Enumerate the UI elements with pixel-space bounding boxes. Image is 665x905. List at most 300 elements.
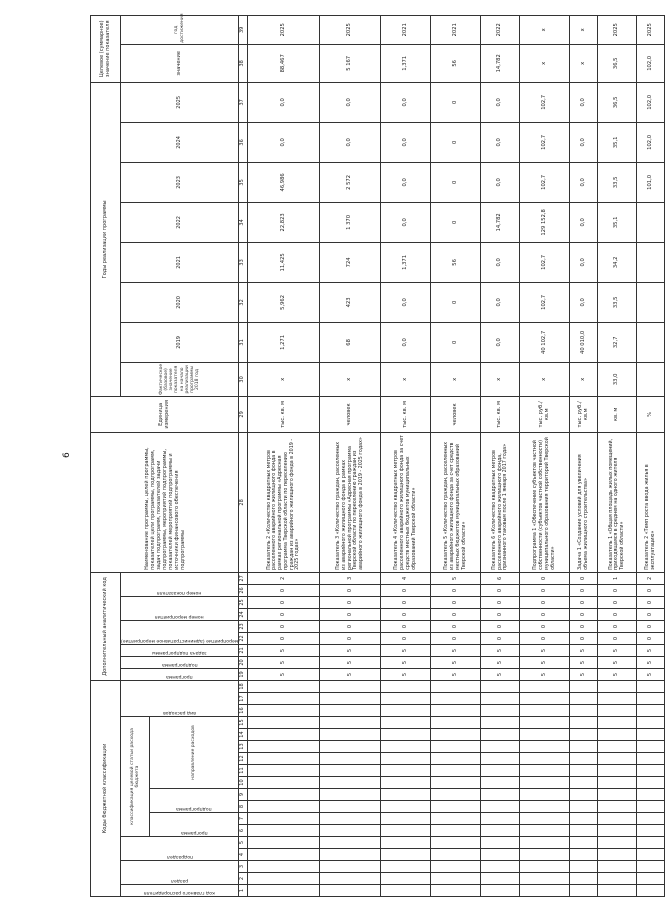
code-cell: [570, 765, 598, 777]
year-value-cell: 5,962: [248, 282, 320, 322]
years-group-header: Годы реализации программы: [91, 82, 121, 396]
code-cell: [570, 777, 598, 789]
year-value-cell: 1 370: [320, 202, 381, 242]
year-value-cell: [637, 282, 665, 322]
column-number: 32: [239, 282, 248, 322]
code-cell: 5: [248, 668, 320, 680]
year-value-cell: 22,823: [248, 202, 320, 242]
code-cell: [381, 825, 431, 837]
table-container: [90, 13, 656, 897]
code-cell: [248, 765, 320, 777]
year-value-cell: 0,0: [570, 242, 598, 282]
code-cell: 0: [481, 596, 520, 608]
year-2023-header: 2023: [121, 162, 239, 202]
code-cell: [248, 741, 320, 753]
code-cell: [520, 753, 570, 765]
column-number: 35: [239, 162, 248, 202]
code-cell: [320, 705, 381, 717]
column-number: 3: [239, 861, 248, 873]
code-cell: [520, 693, 570, 705]
code-cell: [570, 813, 598, 825]
column-number: 7: [239, 813, 248, 825]
year-value-cell: 56: [431, 242, 481, 282]
code-cell: [248, 693, 320, 705]
code-cell: [637, 729, 665, 741]
code-cell: 0: [381, 596, 431, 608]
column-number: 23: [239, 620, 248, 632]
code-cell: 5: [248, 644, 320, 656]
year-value-cell: 0: [431, 322, 481, 362]
year-value-cell: 32,7: [598, 322, 637, 362]
column-number: 13: [239, 741, 248, 753]
code-cell: [381, 789, 431, 801]
target-year-cell: 2025: [598, 15, 637, 44]
column-number: 8: [239, 801, 248, 813]
code-cell: [520, 861, 570, 873]
table-row: [320, 15, 381, 896]
code-cell: 5: [481, 656, 520, 668]
base-value-cell: х: [570, 362, 598, 396]
code-cell: [248, 801, 320, 813]
indicator-name-cell: Показатель 5 «Количество граждан, расселенных из аварийного жилищного фонда за счет средств местных бюджетов муниципальных образований Тверской области»: [431, 432, 481, 572]
unit-cell: тыс. кв. м: [381, 396, 431, 432]
code-cell: [431, 753, 481, 765]
code-cell: 3: [320, 572, 381, 584]
base-value-header: Фактическое (базовое) значение показателя на начало реализации программы 2018 год: [121, 362, 239, 396]
code-cell: [320, 717, 381, 729]
code-cell: [570, 861, 598, 873]
code-cell: [431, 825, 481, 837]
direction-header: направление расходов: [149, 717, 239, 789]
code-cell: [481, 680, 520, 692]
code-cell: 0: [520, 596, 570, 608]
base-value-cell: х: [381, 362, 431, 396]
code-cell: 5: [520, 644, 570, 656]
code-cell: 0: [598, 584, 637, 596]
year-value-cell: 0: [431, 82, 481, 122]
code-cell: [320, 873, 381, 885]
code-cell: 5: [598, 668, 637, 680]
year-2024-header: 2024: [121, 122, 239, 162]
code-cell: [598, 801, 637, 813]
code-cell: [570, 680, 598, 692]
code-cell: [431, 789, 481, 801]
code-cell: [637, 873, 665, 885]
year-value-cell: 102,7: [520, 162, 570, 202]
year-value-cell: 101,0: [637, 162, 665, 202]
target-year-cell: х: [520, 15, 570, 44]
year-value-cell: 423: [320, 282, 381, 322]
code-cell: 5: [381, 668, 431, 680]
column-number: 25: [239, 596, 248, 608]
column-number: 16: [239, 705, 248, 717]
code-cell: [520, 873, 570, 885]
table-row: [248, 15, 320, 896]
column-numbers-row: [239, 15, 248, 896]
recipient-code-header: код главного распорядителя: [121, 885, 239, 897]
code-cell: 0: [637, 620, 665, 632]
column-number: 20: [239, 656, 248, 668]
year-value-cell: 0,0: [381, 202, 431, 242]
column-number: 33: [239, 242, 248, 282]
code-cell: 0: [481, 608, 520, 620]
code-cell: [320, 885, 381, 897]
target-value-cell: 102,0: [637, 44, 665, 82]
admin-code-group-header: Дополнительный аналитический код: [91, 572, 121, 680]
code-cell: [520, 885, 570, 897]
target-value-cell: х: [570, 44, 598, 82]
code-cell: [598, 873, 637, 885]
code-cell: 5: [637, 644, 665, 656]
code-cell: 0: [570, 596, 598, 608]
code-cell: 0: [431, 596, 481, 608]
code-cell: [637, 849, 665, 861]
code-cell: [481, 717, 520, 729]
code-cell: [431, 801, 481, 813]
year-value-cell: 0,0: [570, 82, 598, 122]
table-row: [481, 15, 520, 896]
code-cell: [381, 837, 431, 849]
code-cell: 0: [248, 608, 320, 620]
code-cell: [431, 765, 481, 777]
column-number: 4: [239, 849, 248, 861]
code-cell: [598, 777, 637, 789]
code-cell: [320, 849, 381, 861]
code-cell: 0: [570, 620, 598, 632]
code-cell: 0: [431, 632, 481, 644]
year-value-cell: 40 010,0: [570, 322, 598, 362]
indicator-name-cell: Показатель 2 «Количество квадратных метров расселенного аварийного жилищного фонда в рамках региональной программы «Адресная программа Тверской области по переселению граждан из аварийного жилищного фонда в 2019 - 2025 годах»: [248, 432, 320, 572]
code-cell: 0: [320, 620, 381, 632]
base-value-cell: [637, 362, 665, 396]
indicator-name-cell: Показатель 2 «Темп роста ввода жилья в эксплуатацию»: [637, 432, 665, 572]
code-cell: 0: [481, 632, 520, 644]
column-number: 15: [239, 717, 248, 729]
code-cell: 0: [481, 620, 520, 632]
code-cell: [431, 705, 481, 717]
code-cell: 0: [520, 572, 570, 584]
column-number: 14: [239, 729, 248, 741]
code-cell: [570, 849, 598, 861]
unit-cell: человек: [320, 396, 381, 432]
code-cell: 6: [481, 572, 520, 584]
code-cell: 5: [431, 572, 481, 584]
column-number: 29: [239, 396, 248, 432]
code-cell: [598, 753, 637, 765]
code-cell: 0: [320, 608, 381, 620]
code-cell: 0: [598, 608, 637, 620]
target-value-cell: 56: [431, 44, 481, 82]
code-cell: 0: [248, 632, 320, 644]
unit-cell: кв. м: [598, 396, 637, 432]
code-cell: [381, 765, 431, 777]
year-2020-header: 2020: [121, 282, 239, 322]
program-header: программа: [149, 813, 239, 837]
code-cell: [381, 741, 431, 753]
code-cell: [320, 837, 381, 849]
code-cell: [381, 885, 431, 897]
column-number: 37: [239, 82, 248, 122]
code-cell: 0: [637, 608, 665, 620]
code-cell: [637, 741, 665, 753]
code-cell: 5: [431, 644, 481, 656]
year-value-cell: 0,0: [570, 282, 598, 322]
year-2019-header: 2019: [121, 322, 239, 362]
code-cell: [381, 753, 431, 765]
target-group-header: Целевое (суммарное) значение показателя: [91, 15, 121, 82]
column-number: 5: [239, 837, 248, 849]
code-cell: 5: [381, 644, 431, 656]
code-cell: [570, 705, 598, 717]
year-value-cell: 0,0: [481, 122, 520, 162]
year-value-cell: 102,0: [637, 122, 665, 162]
code-cell: [481, 825, 520, 837]
code-cell: 0: [520, 584, 570, 596]
code-cell: 5: [598, 656, 637, 668]
code-cell: 0: [570, 572, 598, 584]
code-cell: 5: [570, 644, 598, 656]
year-value-cell: 0,0: [381, 282, 431, 322]
section-header: раздел: [121, 861, 239, 885]
code-cell: [637, 885, 665, 897]
code-cell: [481, 873, 520, 885]
code-cell: 5: [637, 656, 665, 668]
code-cell: [431, 693, 481, 705]
code-cell: [570, 825, 598, 837]
code-cell: 5: [637, 668, 665, 680]
code-cell: [637, 753, 665, 765]
column-number: 6: [239, 825, 248, 837]
code-cell: [248, 861, 320, 873]
indicator-number-header: номер показателя: [121, 572, 239, 596]
code-cell: [520, 789, 570, 801]
code-cell: [598, 680, 637, 692]
code-cell: [320, 753, 381, 765]
year-value-cell: 40 102,7: [520, 322, 570, 362]
code-cell: 5: [381, 656, 431, 668]
code-cell: 0: [431, 620, 481, 632]
year-value-cell: [637, 322, 665, 362]
year-value-cell: 0,0: [570, 202, 598, 242]
code-cell: [320, 777, 381, 789]
code-cell: 5: [320, 644, 381, 656]
year-value-cell: 0,0: [481, 242, 520, 282]
code-cell: 0: [637, 584, 665, 596]
indicator-name-cell: Показатель 6 «Количество квадратных метров расселенного аварийного жилищного фонда, признанного таковым после 1 января 2017 года»: [481, 432, 520, 572]
year-value-cell: 46,986: [248, 162, 320, 202]
code-cell: [381, 849, 431, 861]
code-cell: [570, 729, 598, 741]
year-value-cell: 33,5: [598, 282, 637, 322]
code-cell: 0: [381, 608, 431, 620]
unit-cell: тыс. кв. м: [248, 396, 320, 432]
code-cell: [248, 849, 320, 861]
code-cell: 5: [481, 668, 520, 680]
code-cell: [520, 717, 570, 729]
code-cell: [637, 837, 665, 849]
year-value-cell: 0: [431, 122, 481, 162]
code-cell: [570, 873, 598, 885]
unit-cell: тыс. руб./кв.м: [520, 396, 570, 432]
indicator-name-cell: Показатель 1 «Общая площадь жилых помещений, приходящаяся в среднем на одного жителя Тверской области»: [598, 432, 637, 572]
code-cell: [248, 729, 320, 741]
code-cell: 0: [598, 596, 637, 608]
code-cell: [481, 885, 520, 897]
column-number: 36: [239, 122, 248, 162]
column-number: 26: [239, 584, 248, 596]
code-cell: [248, 837, 320, 849]
code-cell: 2: [248, 572, 320, 584]
code-cell: [520, 837, 570, 849]
code-cell: 5: [248, 656, 320, 668]
code-cell: 5: [570, 668, 598, 680]
code-cell: [320, 861, 381, 873]
code-cell: [637, 693, 665, 705]
code-cell: 5: [570, 656, 598, 668]
target-value-cell: х: [520, 44, 570, 82]
code-cell: [637, 765, 665, 777]
table-row: [431, 15, 481, 896]
task-col-header: задача подпрограммы: [121, 644, 239, 656]
code-cell: [381, 717, 431, 729]
year-value-cell: 102,7: [520, 82, 570, 122]
code-cell: [520, 729, 570, 741]
year-value-cell: 129 152,8: [520, 202, 570, 242]
code-cell: [381, 729, 431, 741]
code-cell: [520, 765, 570, 777]
code-cell: [637, 861, 665, 873]
column-number: 30: [239, 362, 248, 396]
base-value-cell: 33,0: [598, 362, 637, 396]
code-cell: [320, 693, 381, 705]
code-cell: [598, 693, 637, 705]
year-value-cell: 102,7: [520, 282, 570, 322]
code-cell: [431, 849, 481, 861]
code-cell: [598, 705, 637, 717]
table-row: [570, 15, 598, 896]
code-cell: [570, 837, 598, 849]
year-value-cell: 0,0: [570, 162, 598, 202]
code-cell: [481, 753, 520, 765]
code-cell: 0: [520, 608, 570, 620]
target-value-cell: 36,5: [598, 44, 637, 82]
year-value-cell: 0,0: [248, 122, 320, 162]
year-value-cell: 0,0: [381, 322, 431, 362]
code-cell: [570, 717, 598, 729]
code-cell: 5: [520, 656, 570, 668]
year-value-cell: 35,1: [598, 122, 637, 162]
code-cell: [381, 813, 431, 825]
code-cell: [431, 777, 481, 789]
year-value-cell: 0: [431, 202, 481, 242]
code-cell: [381, 873, 431, 885]
code-cell: 0: [381, 584, 431, 596]
code-cell: [598, 885, 637, 897]
table-row: [598, 15, 637, 896]
code-cell: [320, 741, 381, 753]
code-cell: [637, 801, 665, 813]
code-cell: 0: [431, 608, 481, 620]
target-year-cell: 2025: [320, 15, 381, 44]
code-cell: [520, 741, 570, 753]
indicator-name-cell: Подпрограмма 1 «Обеспечение субъектов частной собственности (субъектов частной собственности) муниципального образования территорий Тверской области»: [520, 432, 570, 572]
code-cell: [431, 741, 481, 753]
code-cell: 0: [637, 596, 665, 608]
code-cell: [431, 813, 481, 825]
code-cell: [637, 717, 665, 729]
expense-type-header: вид расходов: [121, 680, 239, 716]
base-value-cell: х: [320, 362, 381, 396]
code-cell: [320, 801, 381, 813]
name-header: Наименование программы, целей программы, показателей цели программы, подпрограмм, задач подпрограмм, показателей задачи подпрограммы, мероприятий подпрограммы, показателей мероприятий подпрограммы и источники финансового обеспечения подпрограммы: [91, 432, 239, 572]
column-number: 34: [239, 202, 248, 242]
target-value-header: значение: [121, 44, 239, 82]
base-value-cell: х: [248, 362, 320, 396]
code-cell: [481, 801, 520, 813]
target-year-cell: 2025: [248, 15, 320, 44]
code-cell: [248, 777, 320, 789]
year-value-cell: 36,5: [598, 82, 637, 122]
year-value-cell: 11,425: [248, 242, 320, 282]
year-value-cell: 0,0: [320, 122, 381, 162]
code-cell: [431, 837, 481, 849]
year-value-cell: 33,5: [598, 162, 637, 202]
code-cell: [248, 753, 320, 765]
code-cell: [381, 861, 431, 873]
code-cell: [637, 680, 665, 692]
code-cell: [481, 729, 520, 741]
code-cell: [570, 885, 598, 897]
table-row: [520, 15, 570, 896]
subsection-header: подраздел: [121, 837, 239, 861]
target-value-cell: 14,782: [481, 44, 520, 82]
year-value-cell: 724: [320, 242, 381, 282]
year-value-cell: 0,0: [570, 122, 598, 162]
code-cell: 0: [520, 620, 570, 632]
target-year-cell: 2025: [637, 15, 665, 44]
column-number: 9: [239, 789, 248, 801]
year-2022-header: 2022: [121, 202, 239, 242]
column-number: 17: [239, 693, 248, 705]
code-cell: [481, 777, 520, 789]
code-cell: [520, 849, 570, 861]
code-cell: [320, 825, 381, 837]
column-number: 28: [239, 432, 248, 572]
code-cell: [320, 789, 381, 801]
indicator-name-cell: Показатель 3 «Количество граждан, расселенных из аварийного жилищного фонда в рамках региональной программы «Адресная программа Тверской области по переселению граждан из аварийного жилищного фонда в 2019 - 2025 годах»: [320, 432, 381, 572]
code-cell: [481, 789, 520, 801]
code-cell: [320, 729, 381, 741]
code-cell: [637, 825, 665, 837]
subprogram-header: подпрограмма: [149, 789, 239, 813]
year-value-cell: 0,0: [481, 322, 520, 362]
column-number: 31: [239, 322, 248, 362]
unit-header: Единица измерения: [91, 396, 239, 432]
code-cell: [481, 849, 520, 861]
code-cell: [598, 861, 637, 873]
code-cell: [598, 717, 637, 729]
code-cell: [248, 813, 320, 825]
code-cell: 0: [481, 584, 520, 596]
code-cell: 4: [381, 572, 431, 584]
code-cell: [520, 777, 570, 789]
code-cell: [381, 777, 431, 789]
code-cell: [381, 680, 431, 692]
year-2025-header: 2025: [121, 82, 239, 122]
unit-cell: %: [637, 396, 665, 432]
code-cell: 0: [320, 632, 381, 644]
year-value-cell: 0,0: [481, 162, 520, 202]
